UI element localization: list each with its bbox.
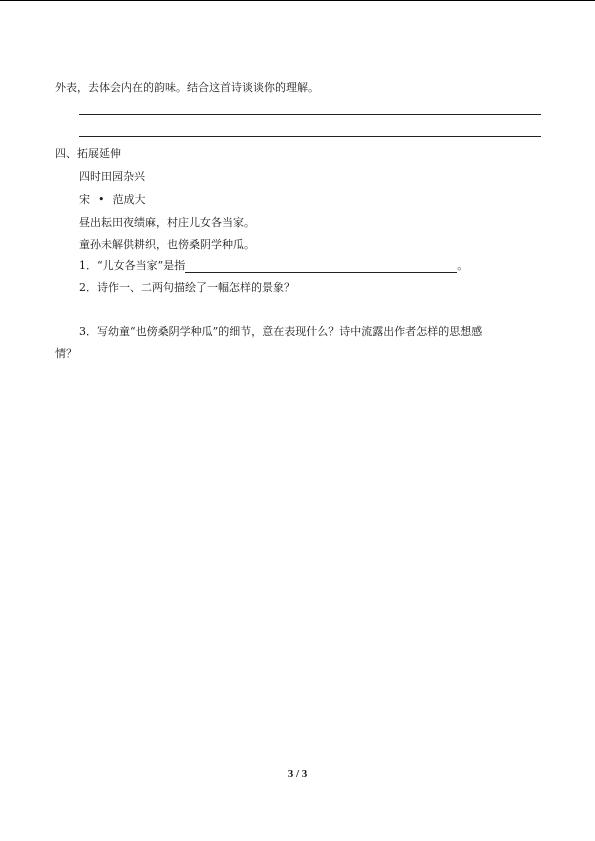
- page-number: 3 / 3: [287, 768, 308, 780]
- question-1-prefix: 1．“儿女各当家”是指: [79, 259, 186, 272]
- byline-separator: •: [98, 193, 105, 206]
- poem-author: 范成大: [112, 193, 146, 206]
- poem-dynasty: 宋: [79, 193, 90, 206]
- poem-title: 四时田园杂兴: [79, 170, 145, 183]
- question-1-suffix: 。: [457, 259, 469, 272]
- answer-line-1: [79, 114, 541, 115]
- poem-byline: [79, 193, 146, 207]
- intro-question-text: 外表，去体会内在的韵味。结合这首诗谈谈你的理解。: [55, 81, 319, 94]
- question-1: [79, 259, 468, 273]
- answer-line-2: [79, 136, 541, 137]
- question-2: 2．诗作一、二两句描绘了一幅怎样的景象？: [79, 281, 295, 294]
- question-1-blank[interactable]: [185, 260, 457, 273]
- question-3-line-2: 情？: [55, 347, 77, 360]
- page-top-border: [0, 0, 595, 1]
- question-3-line-1: 3．写幼童“也傍桑阴学种瓜”的细节，意在表现什么？诗中流露出作者怎样的思想感: [79, 325, 483, 338]
- poem-line-2: 童孙未解供耕织，也傍桑阴学种瓜。: [79, 238, 255, 251]
- section-heading: 四、拓展延伸: [55, 147, 121, 160]
- poem-line-1: 昼出耘田夜绩麻，村庄儿女各当家。: [79, 216, 255, 229]
